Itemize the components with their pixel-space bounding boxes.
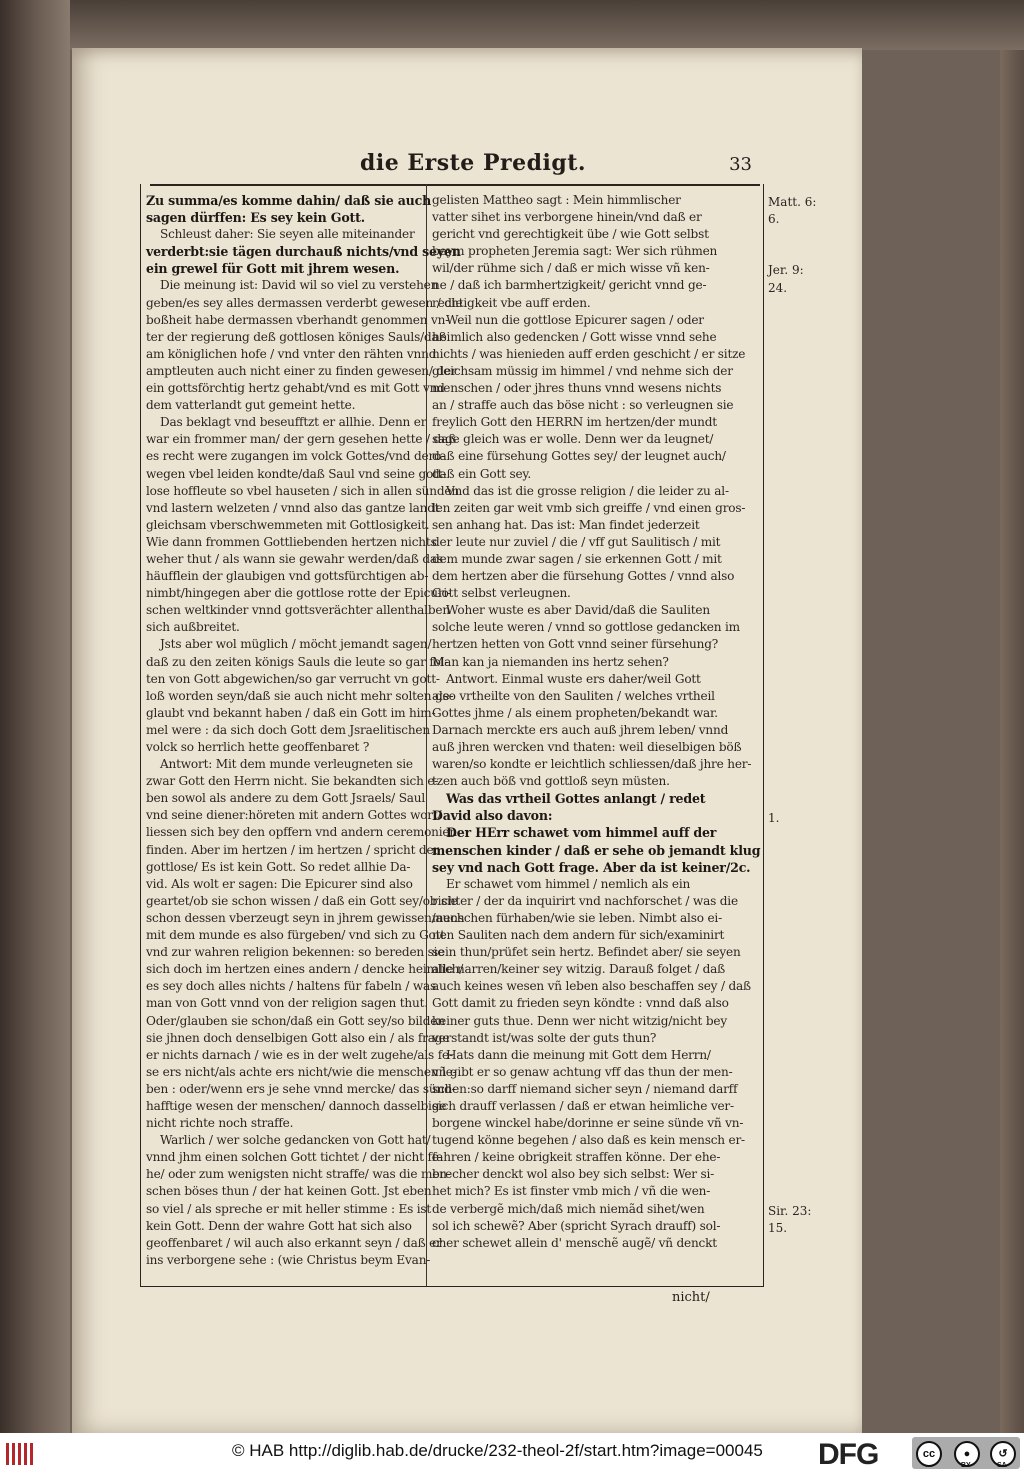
- library-logo-icon: [6, 1443, 36, 1465]
- page-headline: [150, 150, 760, 186]
- text-line: dem hertzen aber die fürsehung Gottes / vnnd also: [432, 569, 735, 584]
- text-line: ne / daß ich barmhertzigkeit/ gericht vnnd ge-: [432, 278, 707, 293]
- text-line: nichts / was hienieden auff erden geschicht / er sitze: [432, 346, 746, 361]
- scan-background-left: [0, 0, 70, 1433]
- margin-note: Jer. 9:: [768, 263, 804, 278]
- text-line: de verbergẽ mich/daß mich niemãd sihet/wen: [432, 1201, 705, 1216]
- text-line: häufflein der glaubigen vnd gottsfürchtigen ab-: [146, 569, 429, 584]
- text-line: schen böses thun / der hat keinen Gott. Jst eben: [146, 1184, 432, 1199]
- text-line: alle narren/keiner sey witzig. Darauß folget / daß: [432, 962, 726, 977]
- text-line: Gott damit zu frieden seyn köndte : vnnd daß also: [432, 996, 729, 1011]
- text-line: dem vatterlandt gut gemeint hette.: [146, 398, 356, 413]
- text-line: menschen fürhaben/wie sie leben. Nimbt also ei-: [432, 910, 722, 925]
- text-line: het mich? Es ist finster vmb mich / vñ die wen-: [432, 1184, 711, 1199]
- text-line: hertzen hetten von Gott vnnd seiner fürsehung?: [432, 637, 719, 652]
- text-line: Woher wuste es aber David/daß die Sauliten: [446, 603, 710, 618]
- text-line: waren/so kondte er leichtlich schliessen/daß jhre her-: [432, 757, 752, 772]
- text-line: ben : oder/wenn ers je sehe vnnd mercke/ das sünd-: [146, 1081, 456, 1096]
- text-line: hafftige wesen der menschen/ dannoch dasselbige: [146, 1098, 447, 1113]
- text-line: loß worden seyn/daß sie auch nicht mehr solten ge-: [146, 688, 454, 703]
- dfg-logo: DFG: [818, 1438, 879, 1471]
- text-line: he/ oder zum wenigsten nicht straffe/ was die men-: [146, 1167, 451, 1182]
- text-line: der leute nur zuviel / die / vff gut Saulitisch / mit: [432, 534, 721, 549]
- margin-note: 15.: [768, 1221, 788, 1235]
- text-line: lose hoffleute so vbel hauseten / sich in allen sünden: [146, 483, 459, 498]
- text-line: nicht richte noch straffe.: [146, 1116, 294, 1131]
- text-line: Wie dann frommen Gottliebenden hertzen nichts: [146, 534, 437, 549]
- text-line: freylich Gott den HERRN im hertzen/der mundt: [432, 415, 717, 430]
- text-line: war ein frommer man/ der gern gesehen hette / daß: [146, 432, 456, 447]
- text-line: gelisten Mattheo sagt : Mein himmlischer: [432, 193, 681, 207]
- text-line: so viel / als spreche er mit heller stimme : Es ist: [146, 1201, 432, 1216]
- margin-note: Sir. 23:: [768, 1203, 812, 1218]
- text-line: kein Gott. Denn der wahre Gott hat sich also: [146, 1218, 412, 1233]
- text-line: se ers nicht/als achte ers nicht/wie die menschen le-: [146, 1064, 457, 1079]
- text-line: tugend könne begehen / also daß es kein mensch er-: [432, 1133, 745, 1148]
- text-line: Darnach merckte ers auch auß jhrem leben/ vnnd: [432, 722, 729, 737]
- text-line: Hats dann die meinung mit Gott dem Herrn/: [446, 1047, 711, 1062]
- text-line: menschen / oder jhres thuns vnnd wesens nichts: [432, 381, 722, 396]
- text-line: gleichsam müssig im himmel / vnd nehme sich der: [432, 363, 733, 378]
- viewer-footer: [0, 1433, 1024, 1473]
- text-line: es sey doch alles nichts / haltens für fabeln / was: [146, 979, 437, 994]
- text-line: Das beklagt vnd beseufftzt er allhie. Denn er: [160, 415, 427, 430]
- text-line: daß eine fürsehung Gottes sey/ der leugnet auch/: [432, 449, 726, 464]
- text-line: Antwort. Einmal wuste ers daher/weil Gott: [446, 671, 701, 686]
- text-line: Was das vrtheil Gottes anlangt / redet: [446, 791, 706, 807]
- text-line: daß ein Gott sey.: [432, 466, 532, 481]
- text-line: Der HErr schawet vom himmel auff der: [446, 825, 717, 841]
- text-line: David also davon:: [432, 808, 553, 824]
- margin-note: 1.: [768, 810, 780, 825]
- text-line: auch keines wesen vñ leben also beschaffen sey / daß: [432, 979, 751, 994]
- text-line: vatter sihet ins verborgene hinein/vnd daß er: [432, 210, 702, 225]
- text-line: amptleuten auch nicht einer zu finden gewesen/ der: [146, 363, 457, 378]
- text-line: Schleust daher: Sie seyen alle miteinander: [160, 227, 415, 242]
- text-line: dem munde zwar sagen / sie erkennen Gott / mit: [432, 551, 722, 566]
- text-line: wil/der rühme sich / daß er mich wisse vñ ken-: [432, 261, 710, 276]
- by-label: BY: [961, 1462, 971, 1469]
- text-line: volck so herrlich hette geoffenbaret ?: [146, 740, 370, 754]
- scan-background-right: [1000, 50, 1024, 1433]
- text-line: richter / der da inquirirt vnd nachforschet / was die: [432, 893, 738, 908]
- text-line: gleichsam vberschwemmeten mit Gottlosigkeit.: [146, 517, 430, 532]
- text-line: liessen sich bey den opffern vnd andern ceremonien: [146, 825, 457, 840]
- cc-icon: cc: [916, 1441, 942, 1467]
- text-line: am königlichen hofe / vnd vnter den rähten vnnd: [146, 346, 437, 361]
- text-line: wegen vbel leiden kondte/daß Saul vnd seine gott-: [146, 466, 447, 481]
- text-line: brecher denckt wol also bey sich selbst: Wer si-: [432, 1167, 715, 1182]
- text-line: sey vnd nach Gott frage. Aber da ist keiner/2c.: [432, 859, 751, 875]
- text-line: ein grewel für Gott mit jhrem wesen.: [146, 261, 400, 277]
- text-line: Vnd das ist die grosse religion / die leider zu al-: [446, 483, 729, 498]
- text-line: sagen dürffen: Es sey kein Gott.: [146, 210, 365, 226]
- text-line: ben sowol als andere zu dem Gott Jsraels/ Saul: [146, 791, 426, 806]
- text-line: vnnd jhm einen solchen Gott tichtet / der nicht fe-: [146, 1150, 443, 1165]
- text-line: weher thut / als wann sie gewahr werden/daß das: [146, 551, 443, 566]
- text-line: sie jhnen doch denselbigen Gott also ein / als frage: [146, 1030, 450, 1045]
- text-line: Man kan ja niemanden ins hertz sehen?: [432, 654, 669, 669]
- text-line: Zu summa/es komme dahin/ daß sie auch: [146, 193, 432, 208]
- text-line: rechtigkeit vbe auff erden.: [432, 295, 591, 310]
- text-line: daß zu den zeiten königs Sauls die leute so gar fol-: [146, 654, 449, 669]
- text-line: sich drauff verlassen / daß er etwan heimliche ver-: [432, 1098, 734, 1113]
- text-line: also vrtheilte von den Sauliten / welches vrtheil: [432, 688, 715, 703]
- text-line: Antwort: Mit dem munde verleugneten sie: [160, 757, 413, 772]
- share-alike-icon: ↺: [990, 1441, 1016, 1467]
- person-icon: ●: [954, 1441, 980, 1467]
- text-line: geben/es sey alles dermassen verderbt gewesen / die: [146, 295, 463, 310]
- text-line: ein gottsförchtig hertz gehabt/vnd es mit Gott vnd: [146, 381, 445, 396]
- text-line: heimlich also gedencken / Gott wisse vnnd sehe: [432, 329, 717, 344]
- text-line: mel were : da sich doch Gott dem Jsraelitischen: [146, 722, 430, 737]
- text-line: verderbt:sie tägen durchauß nichts/vnd seyen: [146, 244, 461, 260]
- text-line: geoffenbaret / wil auch also erkannt seyn / daß er: [146, 1235, 442, 1250]
- cc-license-badge[interactable]: [912, 1437, 1020, 1469]
- text-line: sich doch im hertzen eines andern / dencke heimlich/: [146, 962, 464, 977]
- text-line: nen Sauliten nach dem andern für sich/examinirt: [432, 928, 725, 943]
- text-line: Gott selbst verleugnen.: [432, 586, 571, 601]
- text-line: zwar Gott den Herrn nicht. Sie bekandten sich e-: [146, 774, 439, 789]
- text-line: schon dessen vberzeugt seyn in jhrem gewissen/auch: [146, 910, 465, 925]
- text-line: Er schawet vom himmel / nemlich als ein: [446, 876, 691, 891]
- margin-note: Matt. 6:: [768, 195, 817, 209]
- text-line: verstandt ist/was solte der guts thun?: [432, 1030, 657, 1045]
- running-title: die Erste Predigt.: [360, 150, 587, 176]
- text-line: es recht were zugangen im volck Gottes/vnd dero-: [146, 449, 445, 464]
- text-line: vnd zur wahren religion bekennen: so bereden sie: [146, 945, 445, 960]
- text-line: Gottes jhme / als einem propheten/bekandt war.: [432, 705, 718, 720]
- scan-background-top: [70, 0, 1024, 50]
- text-line: ins verborgene sehe : (wie Christus beym Evan-: [146, 1252, 431, 1267]
- page-number: 33: [729, 154, 752, 175]
- credit-link[interactable]: © HAB http://diglib.hab.de/drucke/232-theol-2f/start.htm?image=00045: [232, 1441, 763, 1460]
- text-line: fahren / keine obrigkeit straffen könne. Der ehe-: [432, 1150, 721, 1165]
- text-line: len zeiten gar weit vmb sich greiffe / vnd einen gros-: [432, 500, 746, 515]
- text-line: cher schewet allein d' menschẽ augẽ/ vñ denckt: [432, 1235, 717, 1250]
- text-line: sen anhang hat. Das ist: Man findet jederzeit: [432, 517, 700, 532]
- text-line: boßheit habe dermassen vberhandt genommen vn-: [146, 312, 450, 327]
- text-line: beym propheten Jeremia sagt: Wer sich rühmen: [432, 244, 718, 259]
- text-line: sage gleich was er wolle. Denn wer da leugnet/: [432, 432, 714, 447]
- text-line: gericht vnd gerechtigkeit übe / wie Gott selbst: [432, 227, 709, 242]
- text-line: vnd seine diener:höreten mit andern Gottes wort/: [146, 808, 442, 823]
- text-line: vnd lastern welzeten / vnnd also das gantze landt: [146, 500, 440, 515]
- text-line: er nichts darnach / wie es in der welt zugehe/als fe-: [146, 1047, 453, 1062]
- text-line: vñ gibt er so genaw achtung vff das thun der men-: [432, 1064, 733, 1079]
- text-line: keiner guts thue. Denn wer nicht witzig/nicht bey: [432, 1013, 727, 1028]
- text-line: schen weltkinder vnnd gottsverächter allenthalben: [146, 603, 450, 618]
- margin-note: 6.: [768, 212, 780, 227]
- text-line: geartet/ob sie schon wissen / daß ein Gott sey/ob sie: [146, 893, 458, 908]
- text-line: Die meinung ist: David wil so viel zu verstehen: [160, 278, 439, 293]
- text-line: sein thun/prüfet sein hertz. Befindet aber/ sie seyen: [432, 945, 741, 960]
- text-line: Warlich / wer solche gedancken von Gott hat/: [160, 1133, 431, 1148]
- text-line: nimbt/hingegen aber die gottlose rotte der Epicuri-: [146, 586, 451, 601]
- text-line: schen:so darff niemand sicher seyn / niemand darff: [432, 1081, 738, 1096]
- text-line: sich außbreitet.: [146, 620, 240, 635]
- margin-note: 24.: [768, 280, 788, 295]
- sa-label: SA: [997, 1462, 1007, 1469]
- text-line: man von Gott vnnd von der religion sagen thut.: [146, 996, 428, 1011]
- text-line: sol ich schewẽ? Aber (spricht Syrach drauff) sol-: [432, 1218, 721, 1233]
- text-line: menschen kinder / daß er sehe ob jemandt klug: [432, 842, 761, 858]
- left-text-column: [146, 192, 465, 1269]
- text-line: Weil nun die gottlose Epicurer sagen / oder: [446, 312, 704, 327]
- text-line: auß jhren wercken vnd thaten: weil dieselbigen böß: [432, 740, 742, 754]
- text-line: tzen auch böß vnd gottloß seyn müsten.: [432, 774, 670, 789]
- text-line: Jsts aber wol müglich / möcht jemandt sagen/: [160, 637, 432, 652]
- text-line: an / straffe auch das böse nicht : so verleugnen sie: [432, 398, 734, 413]
- text-line: mit dem munde es also fürgeben/ vnd sich zu Gott: [146, 928, 445, 943]
- right-text-column: [432, 192, 761, 1252]
- text-line: glaubt vnd bekannt haben / daß ein Gott im him-: [146, 705, 436, 720]
- text-line: solche leute weren / vnnd so gottlose gedancken im: [432, 620, 740, 635]
- text-line: vid. Als wolt er sagen: Die Epicurer sind also: [146, 876, 413, 891]
- text-line: ter der regierung deß gottlosen königes Sauls/daß: [146, 329, 447, 344]
- catchword: nicht/: [672, 1290, 710, 1305]
- text-line: ten von Gott abgewichen/so gar verrucht vn gott-: [146, 671, 440, 686]
- text-line: Oder/glauben sie schon/daß ein Gott sey/so bilden: [146, 1013, 445, 1028]
- text-line: finden. Aber im hertzen / im hertzen / spricht der: [146, 842, 440, 857]
- text-line: gottlose/ Es ist kein Gott. So redet allhie Da-: [146, 859, 411, 874]
- text-line: borgene winckel habe/dorinne er seine sünde vñ vn-: [432, 1116, 744, 1131]
